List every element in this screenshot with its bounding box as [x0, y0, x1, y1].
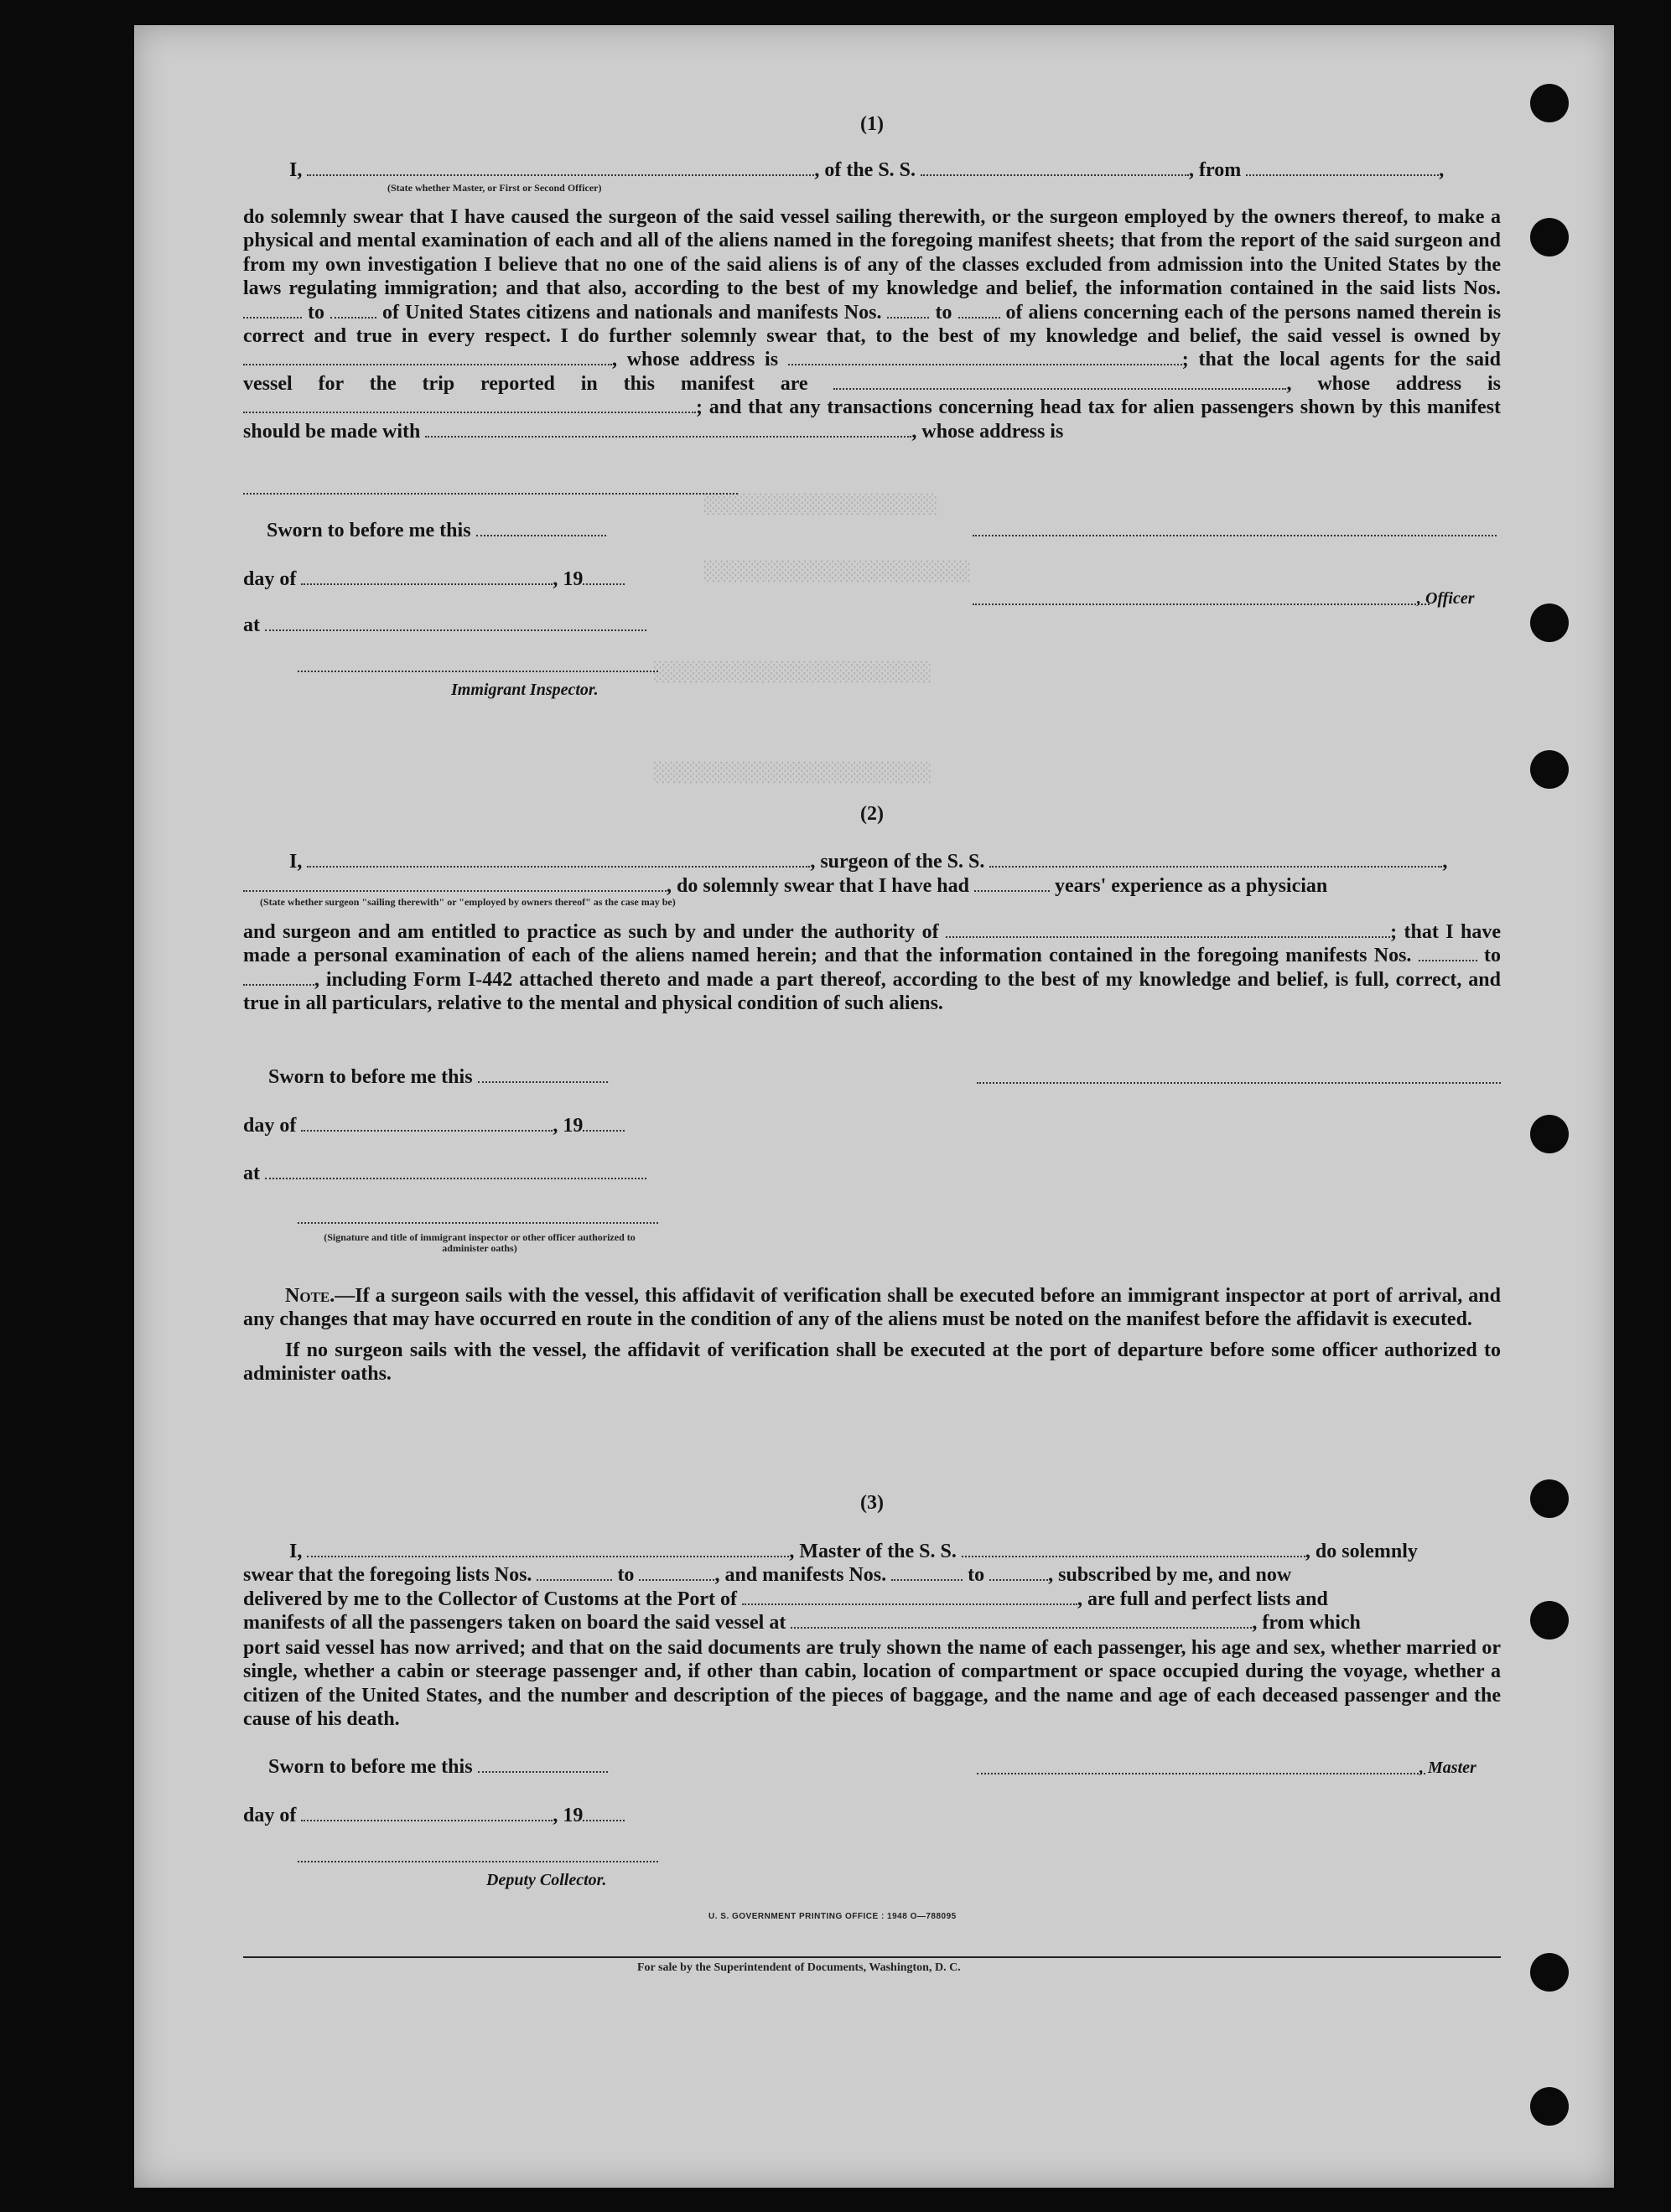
- to-label: to: [935, 301, 952, 324]
- at-label: at: [243, 614, 646, 637]
- bleed-through-text: ░░░░░░░░░░░░░░░░░░░░░░░░░: [654, 763, 932, 784]
- section-3-line-4: manifests of all the passengers taken on board the said vessel at , from which: [243, 1612, 1361, 1634]
- immigrant-inspector-label: Immigrant Inspector.: [451, 681, 599, 699]
- punch-hole: [1530, 604, 1569, 642]
- punch-hole: [1530, 1601, 1569, 1640]
- section-1-officer-line: I, , of the S. S. , from ,: [289, 159, 1445, 181]
- printing-office-imprint: U. S. GOVERNMENT PRINTING OFFICE : 1948 O—788095: [708, 1912, 957, 1921]
- footer-rule: [243, 1956, 1501, 1958]
- section-2-surgeon-line: I, , surgeon of the S. S. ,: [289, 851, 1448, 873]
- section-1-text-3: of aliens concerning each of the persons named therein is correct and true in every respect. I do further solemnly swear that, to the best of my knowledge and belief, the said vessel is owned by: [243, 301, 1502, 348]
- punch-hole: [1530, 1479, 1569, 1518]
- day-of-label: day of , 19: [243, 1115, 625, 1137]
- port-field[interactable]: [742, 1588, 1077, 1605]
- section-2-swear-line: , do solemnly swear that I have had years' experience as a physician: [243, 875, 1327, 898]
- section-1-text-4: that the local agents for the said vessel for the trip reported in this manifest are: [243, 349, 1502, 395]
- manifests-from-field[interactable]: [1419, 945, 1477, 961]
- sworn-date-field[interactable]: [478, 1756, 608, 1773]
- punch-hole: [1530, 218, 1569, 256]
- sworn-date-field[interactable]: [478, 1066, 608, 1083]
- punch-hole: [1530, 1953, 1569, 1992]
- section-3-line-2: swear that the foregoing lists Nos. to , and manifests Nos. to , subscribed by me, and now: [243, 1564, 1292, 1586]
- whose-address-label: , whose address is: [911, 420, 1064, 443]
- agents-field[interactable]: [833, 373, 1286, 390]
- lists-to-field[interactable]: [639, 1564, 714, 1581]
- section-3-number: (3): [860, 1492, 884, 1514]
- section-1-text-1: do solemnly swear that I have caused the surgeon of the said vessel sailing therewith, or the surgeon employed by the owners thereof, to make a physical and mental examination of each and all of the aliens named in the foregoing manifest sheets; that from the report of the said surgeon and from my own investigation I believe that no one of the said aliens is of any of the classes excluded from admission into the United States by the laws regulating immigration; and that also, according to the best of my knowledge and belief, the information contained in the said lists Nos.: [243, 206, 1501, 300]
- from-label: , from: [1189, 159, 1242, 181]
- agents-address-field[interactable]: [243, 396, 696, 413]
- signature-hint: (Signature and title of immigrant inspector or other officer authorized to administer oaths): [324, 1231, 636, 1254]
- surgeon-vessel-field[interactable]: [989, 851, 1442, 868]
- whose-address-label: whose address is: [1317, 372, 1501, 395]
- sworn-label: Sworn to before me this: [267, 520, 606, 542]
- officer-signature-line[interactable]: [973, 535, 1497, 536]
- note-paragraph-2: If no surgeon sails with the vessel, the affidavit of verification shall be executed at the port of departure before some officer authorized to administer oaths.: [243, 1339, 1501, 1386]
- officer-hint: (State whether Master, or First or Second Officer): [387, 182, 602, 194]
- manifests-to-field[interactable]: [958, 302, 1000, 319]
- head-tax-field[interactable]: [425, 421, 911, 438]
- day-of-label: day of , 19: [243, 568, 625, 591]
- lists-from-field[interactable]: [243, 302, 302, 319]
- owner-field[interactable]: [243, 349, 612, 365]
- of-ss-label: , of the S. S.: [814, 159, 916, 181]
- authority-field[interactable]: [946, 921, 1390, 938]
- punch-hole: [1530, 2087, 1569, 2126]
- section-1-number: (1): [860, 113, 884, 135]
- section-2-paragraph: and surgeon and am entitled to practice as such by and under the authority of ; that I have made a personal examination of each of the aliens named herein; and that the information contained in the foregoing manifests Nos. to , including Form I-442 attached thereto and made a part thereof, according to the best of my knowledge and belief, is full, correct, and true in all particulars, relative to the mental and physical condition of such aliens.: [243, 921, 1502, 1015]
- punch-hole: [1530, 750, 1569, 789]
- lists-to-field[interactable]: [330, 302, 376, 319]
- year-field[interactable]: [583, 568, 625, 585]
- year-field[interactable]: [583, 1115, 625, 1132]
- from-port-field[interactable]: [1246, 159, 1439, 176]
- deputy-signature-line[interactable]: [298, 1861, 658, 1862]
- manifests-to-field[interactable]: [243, 969, 314, 986]
- section-2-number: (2): [860, 803, 884, 825]
- at-label: at: [243, 1163, 646, 1185]
- bleed-through-text: ░░░░░░░░░░░░░░░░░░░░░░░░░: [654, 662, 932, 683]
- bleed-through-text: ░░░░░░░░░░░░░░░░░░░░░: [704, 495, 938, 515]
- inspector-signature-line[interactable]: [298, 1222, 658, 1224]
- surgeon-hint: (State whether surgeon "sailing therewith" or "employed by owners thereof" as the case may be): [260, 896, 676, 908]
- year-field[interactable]: [583, 1805, 625, 1821]
- punch-hole: [1530, 1115, 1569, 1153]
- at-place-field[interactable]: [265, 1163, 646, 1179]
- surgeon-status-field[interactable]: [243, 875, 667, 892]
- manifests-from-field[interactable]: [891, 1564, 963, 1581]
- note-label: Note.: [285, 1285, 335, 1307]
- section-3-master-line: I, , Master of the S. S. , do solemnly: [289, 1541, 1418, 1562]
- note-paragraph: Note.—If a surgeon sails with the vessel, this affidavit of verification shall be executed before an immigrant inspector at port of arrival, and any changes that may have occurred en route in the condition of any of the aliens must be noted on the manifest before the affidavit is executed.: [243, 1285, 1501, 1331]
- day-of-label: day of , 19: [243, 1805, 625, 1827]
- sworn-label: Sworn to before me this: [268, 1756, 608, 1779]
- sworn-date-field[interactable]: [476, 520, 606, 536]
- punch-hole: [1530, 84, 1569, 122]
- sale-notice: For sale by the Superintendent of Documents, Washington, D. C.: [637, 1961, 961, 1974]
- manifests-to-field[interactable]: [989, 1564, 1048, 1581]
- at-place-field[interactable]: [265, 614, 646, 631]
- section-3-line-3: delivered by me to the Collector of Customs at the Port of , are full and perfect lists and: [243, 1588, 1328, 1610]
- lists-from-field[interactable]: [537, 1564, 612, 1581]
- owner-address-field[interactable]: [788, 349, 1182, 365]
- section-1-text-2: of United States citizens and nationals and manifests Nos.: [382, 301, 882, 324]
- i-label: I,: [289, 159, 303, 181]
- section-1-text-5: ; and that any transactions concerning head tax for alien passengers shown by this manifest should be made with: [243, 396, 1501, 443]
- boarding-port-field[interactable]: [791, 1612, 1252, 1629]
- address-field[interactable]: [243, 493, 738, 495]
- officer-title-line[interactable]: [973, 604, 1430, 605]
- master-label: , Master: [1419, 1759, 1476, 1777]
- inspector-signature-line[interactable]: [298, 671, 658, 672]
- officer-label: , Officer: [1417, 589, 1475, 608]
- month-field[interactable]: [301, 1805, 553, 1821]
- month-field[interactable]: [301, 568, 553, 585]
- master-signature-line[interactable]: [977, 1773, 1425, 1774]
- section-3-paragraph: port said vessel has now arrived; and that on the said documents are truly shown the name of each passenger, his age and sex, whether married or single, whether a cabin or steerage passenger and, if other than cabin, location of compartment or space occupied during the voyage, whether a citizen of the United States, and the number and description of the pieces of baggage, and the name and age of each deceased passenger and the cause of his death.: [243, 1637, 1501, 1731]
- manifests-from-field[interactable]: [887, 302, 929, 319]
- month-field[interactable]: [301, 1115, 553, 1132]
- years-field[interactable]: [974, 875, 1050, 892]
- bleed-through-text: ░░░░░░░░░░░░░░░░░░░░░░░░: [704, 562, 971, 583]
- whose-address-label: , whose address is: [612, 349, 779, 371]
- surgeon-name-field[interactable]: [307, 851, 810, 868]
- to-label: to: [308, 301, 325, 324]
- sworn-label: Sworn to before me this: [268, 1066, 608, 1089]
- master-vessel-field[interactable]: [962, 1541, 1305, 1557]
- deputy-collector-label: Deputy Collector.: [486, 1871, 607, 1889]
- master-name-field[interactable]: [307, 1541, 789, 1557]
- surgeon-signature-line[interactable]: [977, 1082, 1501, 1084]
- officer-name-field[interactable]: [307, 159, 814, 176]
- vessel-name-field[interactable]: [921, 159, 1189, 176]
- section-1-paragraph: do solemnly swear that I have caused the surgeon of the said vessel sailing therewith, or the surgeon employed by the owners thereof, to make a physical and mental examination of each and all of the aliens named in the foregoing manifest sheets; that from the report of the said surgeon and from my own investigation I believe that no one of the said aliens is of any of the classes excluded from admission into the United States by the laws regulating immigration; and that also, according to the best of my knowledge and belief, the information contained in the said lists Nos. to of United States citizens and nationals and manifests Nos. to of aliens concerning each of the persons named therein is correct and true in every respect. I do further solemnly swear that, to the best of my knowledge and belief, the said vessel is owned by , whose address is ; that the local agents for the said vessel for the trip reported in this manifest are , whose address is ; and that any transactions concerning head tax for alien passengers shown by this manifest should be made with , whose address is: [243, 206, 1502, 443]
